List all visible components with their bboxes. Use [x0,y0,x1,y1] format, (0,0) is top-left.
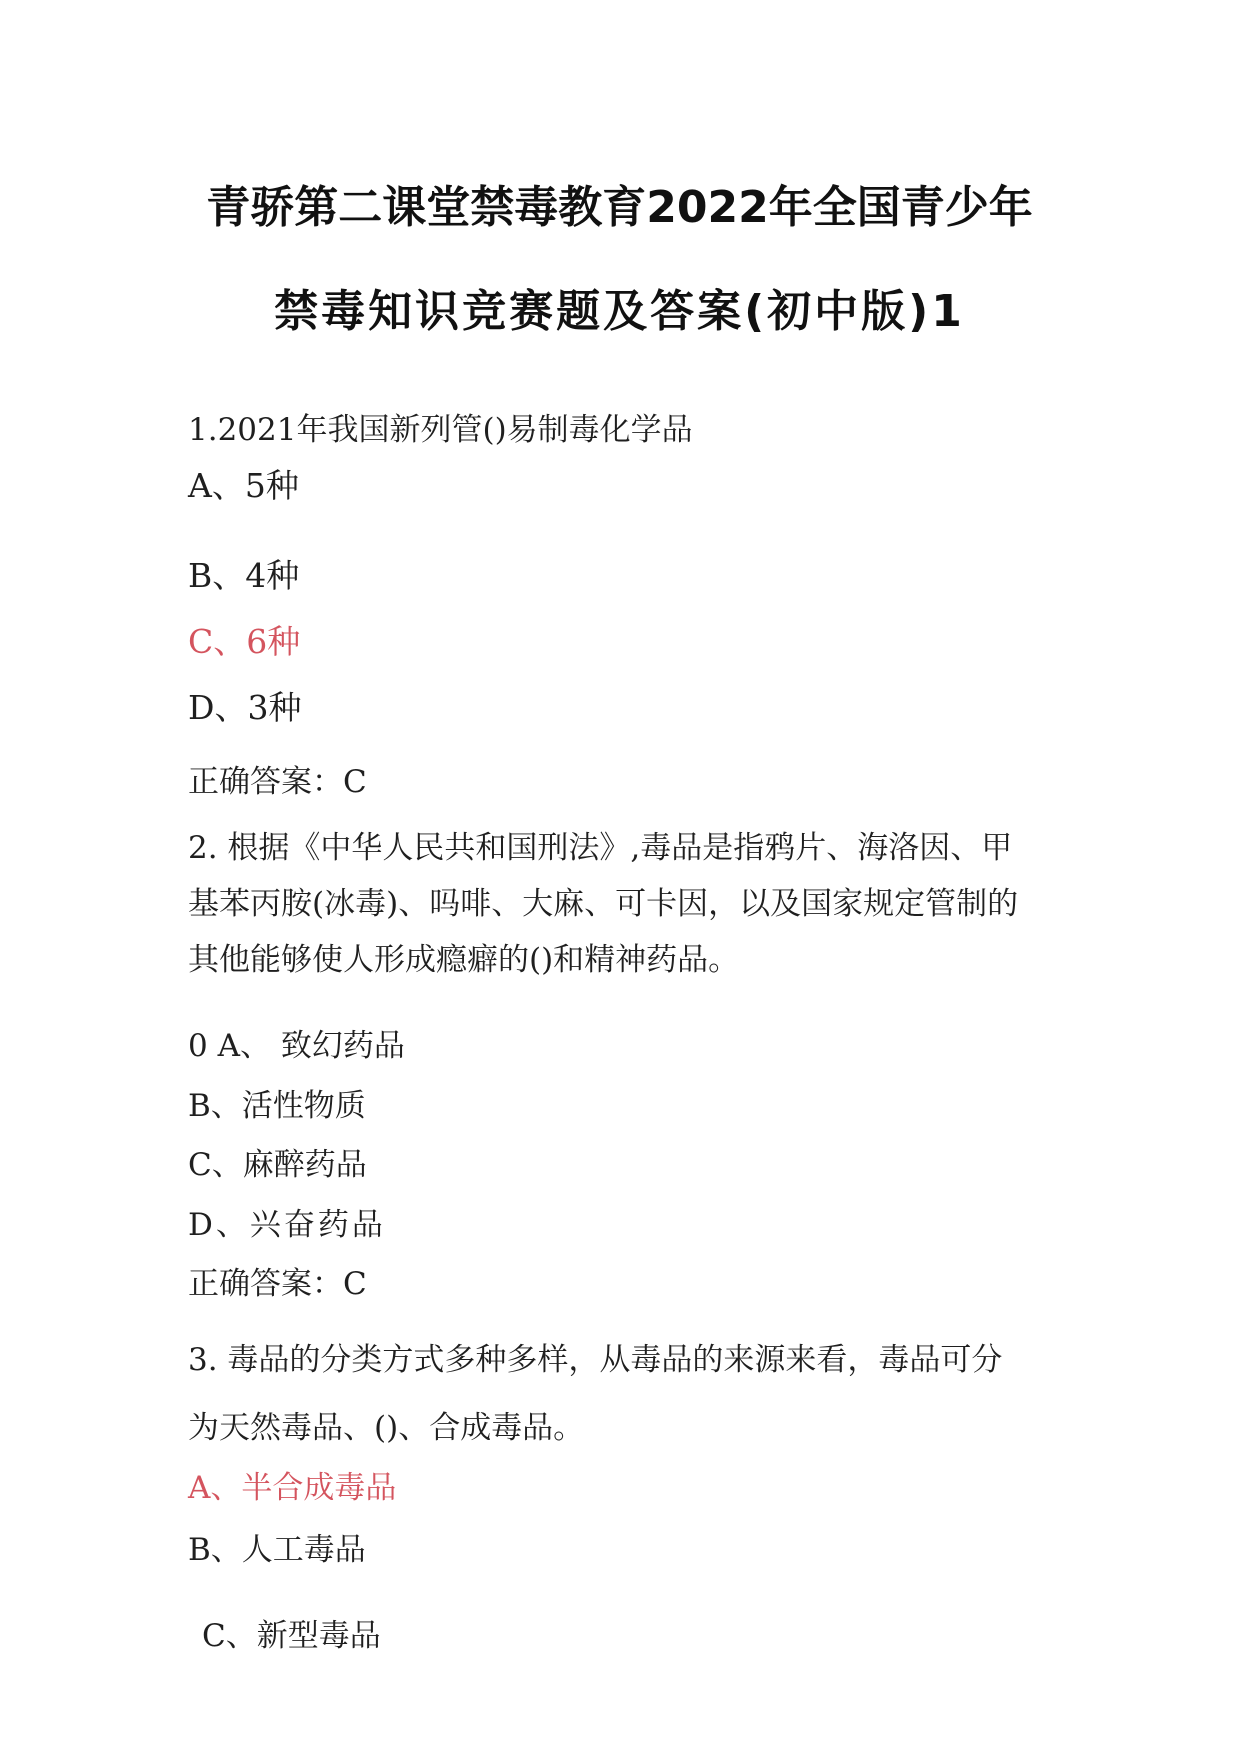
question-3-text-line-1: 3. 毒品的分类方式多种多样，从毒品的来源来看，毒品可分 [188,1342,1003,1378]
question-2-option-b: B、活性物质 [188,1088,366,1124]
question-2-answer: 正确答案：C [188,1266,367,1302]
question-3-option-a-correct: A、半合成毒品 [188,1470,397,1506]
question-2-text-line-3: 其他能够使人形成瘾癖的()和精神药品。 [188,942,740,978]
question-1-option-a: A、5种 [188,466,299,505]
question-2-option-a: 0 A、 致幻药品 [188,1028,405,1064]
question-3-option-b: B、人工毒品 [188,1532,366,1568]
question-1-text: 1.2021年我国新列管()易制毒化学品 [188,412,693,448]
question-2-option-c: C、麻醉药品 [188,1147,367,1183]
question-3-option-c: C、新型毒品 [202,1618,381,1654]
question-1-option-b: B、4种 [188,556,300,595]
question-3-text-line-2: 为天然毒品、()、合成毒品。 [188,1410,585,1446]
question-1-option-c-correct: C、6种 [188,622,301,661]
title-line-2: 禁毒知识竞赛题及答案(初中版)1 [274,286,965,337]
question-2-text-line-2: 基苯丙胺(冰毒)、吗啡、大麻、可卡因，以及国家规定管制的 [188,886,1019,922]
question-2-text-line-1: 2. 根据《中华人民共和国刑法》,毒品是指鸦片、海洛因、甲 [188,830,1013,866]
question-2-option-d: D、兴奋药品 [188,1207,386,1243]
title-line-1: 青骄第二课堂禁毒教育2022年全国青少年 [206,182,1033,233]
question-1-option-d: D、3种 [188,688,302,727]
question-1-answer: 正确答案：C [188,764,367,800]
